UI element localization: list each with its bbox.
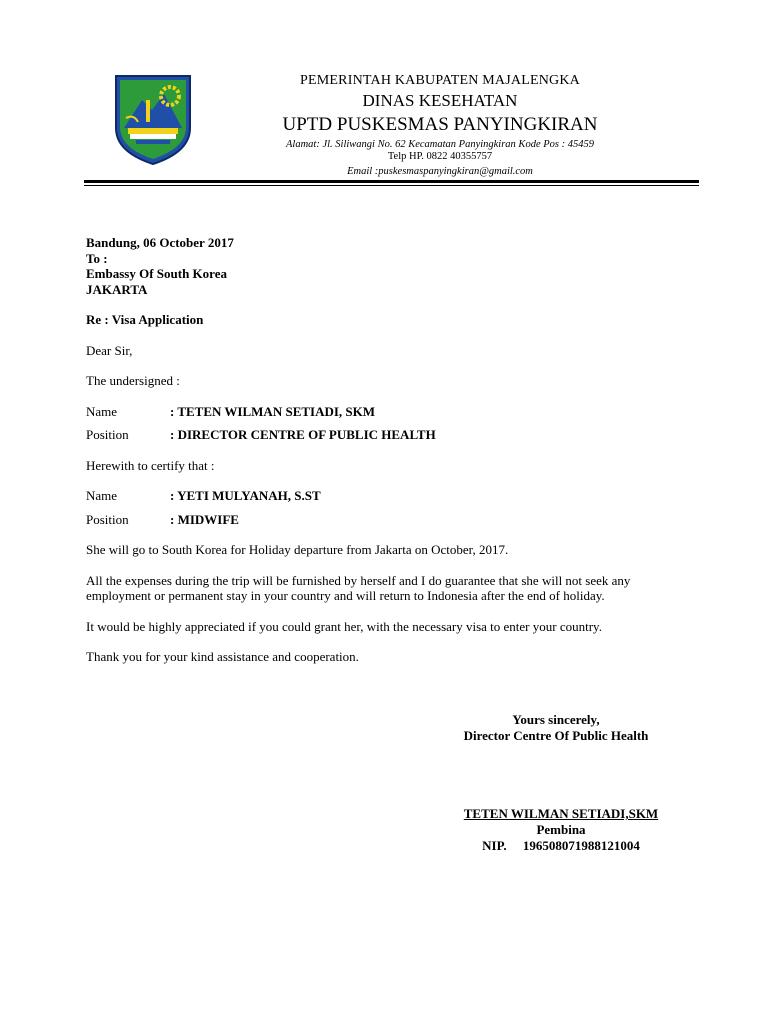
paragraph-thanks: Thank you for your kind assistance and cooperation. [86,649,359,664]
place-date: Bandung, 06 October 2017 [86,235,234,250]
subject-line: Re : Visa Application [86,312,204,327]
email-line: Email :puskesmaspanyingkiran@gmail.com [347,166,533,177]
institution-name: UPTD PUSKESMAS PANYINGKIRAN [282,114,598,135]
regency-crest-icon [112,70,194,166]
letterhead [230,72,650,178]
closing-block [446,712,666,743]
field-label: Name [86,403,118,419]
undersigned-intro: The undersigned : [86,373,180,388]
nip-line [446,838,676,854]
field-label: Position [86,511,129,527]
letterhead-divider-thin [84,185,699,186]
field-value: : YETI MULYANAH, S.ST [170,488,321,503]
closing: Yours sincerely, [512,712,600,727]
nip-label: NIP. [482,838,507,853]
signer-rank: Pembina [536,822,586,837]
signer-name-row [86,404,686,420]
salutation: Dear Sir, [86,342,133,358]
signer-title: Director Centre Of Public Health [463,727,649,743]
department-name: DINAS KESEHATAN [362,91,518,110]
letter-body [86,235,686,665]
subject-name-row [86,488,686,504]
phone-line: Telp HP. 0822 40355757 [387,151,493,162]
to-label: To : [86,250,108,266]
recipient-city: JAKARTA [86,281,148,297]
paragraph-guarantee-line1: All the expenses during the trip will be furnished by herself and I do guarantee that she will not seek any [86,572,631,588]
subject-position-row [86,512,686,528]
letterhead-divider-thick [84,180,699,183]
field-value: : TETEN WILMAN SETIADI, SKM [170,403,376,419]
certify-intro: Herewith to certify that : [86,457,215,473]
recipient: Embassy Of South Korea [86,266,227,281]
field-label: Name [86,488,118,503]
signature-block [446,806,676,854]
paragraph-request: It would be highly appreciated if you could grant her, with the necessary visa to enter your country. [86,618,602,634]
paragraph-guarantee-line2: employment or permanent stay in your country and will return to Indonesia after the end of holiday. [86,588,605,603]
address-line: Alamat: Jl. Siliwangi No. 62 Kecamatan Panyingkiran Kode Pos : 45459 [286,139,594,150]
field-value: : DIRECTOR CENTRE OF PUBLIC HEALTH [170,427,436,442]
field-label: Position [86,427,129,442]
signer-position-row [86,427,686,443]
signer-name: TETEN WILMAN SETIADI,SKM [463,806,659,821]
nip-value: 196508071988121004 [522,838,640,853]
field-value: : MIDWIFE [170,511,239,527]
paragraph-departure: She will go to South Korea for Holiday departure from Jakarta on October, 2017. [86,542,509,557]
government-name: PEMERINTAH KABUPATEN MAJALENGKA [300,73,580,88]
